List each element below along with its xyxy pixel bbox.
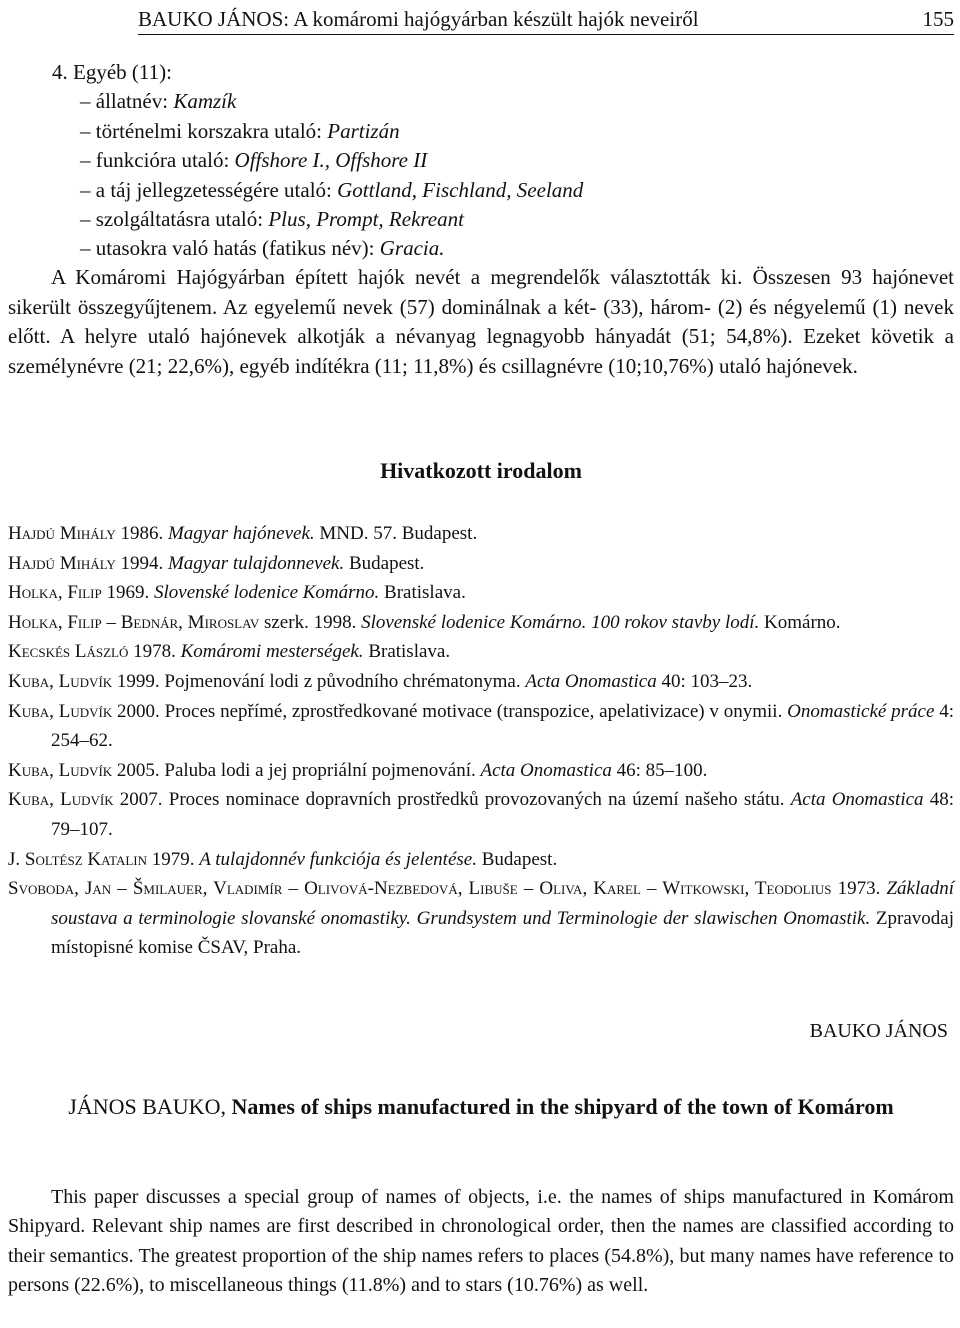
- list-item: [52, 176, 954, 205]
- list-item-value: Offshore I., Offshore II: [234, 148, 428, 173]
- reference-rest: 46: 85–100.: [611, 759, 708, 781]
- reference-author: Hajdú Mihály: [8, 523, 116, 544]
- reference-year: 2005.: [112, 759, 165, 781]
- reference-entry: [8, 578, 954, 608]
- reference-author: Kuba, Ludvík: [8, 789, 114, 811]
- reference-author: Kuba, Ludvík: [8, 670, 113, 692]
- reference-author: Svoboda, Jan – Šmilauer, Vladimír – Olivová-Nezbedová, Libuše – Oliva, Karel – Witkowski, Teodolius: [8, 878, 832, 900]
- reference-rest: Zpravodaj místopisné komise ČSAV, Praha.: [51, 907, 955, 959]
- reference-year: 1986.: [115, 523, 168, 544]
- list-item: [52, 234, 954, 263]
- reference-plain: Proces nepřímé, zprostředkované motivace (transpozice, apelativizace) v onymii.: [164, 700, 788, 722]
- reference-rest: Bratislava.: [379, 582, 466, 604]
- reference-title: Acta Onomastica: [790, 789, 924, 811]
- reference-title: Základní soustava a terminologie slovanské onomastiky. Grundsystem und Terminologie der slawischen Onomastik.: [51, 878, 954, 929]
- reference-year: 2000.: [112, 700, 165, 722]
- running-head-title: [138, 4, 699, 34]
- reference-author: Holka, Filip – Bednár, Miroslav: [8, 611, 260, 633]
- reference-year: 1969.: [101, 582, 154, 604]
- reference-author: Kecskés László: [8, 641, 129, 663]
- english-title: [68, 1092, 894, 1122]
- reference-author: Kuba, Ludvík: [8, 759, 113, 781]
- reference-rest: Bratislava.: [363, 641, 451, 663]
- author-signature: BAUKO JÁNOS: [809, 1020, 948, 1042]
- list-item-value: Plus, Prompt, Rekreant: [268, 207, 464, 232]
- reference-year: 1994.: [115, 552, 168, 574]
- list-item: [52, 205, 954, 234]
- page-number: 155: [922, 7, 954, 31]
- reference-year: 2007.: [113, 789, 169, 811]
- reference-plain: Proces nominace dopravních prostředků provozovaných na území našeho státu.: [168, 789, 791, 811]
- reference-entry: [8, 637, 954, 667]
- list-item: [52, 146, 954, 175]
- english-title-text: Names of ships manufactured in the shipyard of the town of Komárom: [231, 1094, 894, 1119]
- reference-entry: [8, 756, 954, 786]
- list-item-label: – szolgáltatásra utaló:: [80, 207, 269, 232]
- reference-entry: [8, 608, 954, 638]
- category-list: [52, 58, 954, 264]
- reference-rest: Budapest.: [476, 848, 558, 870]
- running-head-separator: :: [283, 7, 294, 31]
- list-item-label: – történelmi korszakra utaló:: [80, 118, 328, 143]
- list-item-value: Partizán: [327, 118, 400, 143]
- reference-title: Slovenské lodenice Komárno.: [153, 582, 380, 604]
- reference-rest: Komárno.: [759, 611, 841, 633]
- running-head-text: A komáromi hajógyárban készült hajók neveiről: [293, 7, 699, 31]
- reference-rest: 4: 254–62.: [51, 700, 955, 752]
- list-item-label: – funkcióra utaló:: [80, 148, 235, 173]
- reference-author: Hajdú Mihály: [8, 552, 116, 574]
- reference-rest: MND. 57. Budapest.: [314, 523, 478, 544]
- running-head-author: BAUKO JÁNOS: [138, 7, 284, 31]
- list-item-label: – a táj jellegzetességére utaló:: [80, 177, 338, 202]
- references-list: [8, 519, 954, 963]
- reference-title: Onomastické práce: [787, 700, 935, 722]
- reference-entry: [8, 549, 954, 579]
- english-author: JÁNOS BAUKO,: [68, 1094, 232, 1119]
- reference-title: Magyar hajónevek.: [167, 523, 315, 544]
- reference-title: A tulajdonnév funkciója és jelentése.: [199, 848, 477, 870]
- reference-year: 1979.: [147, 848, 200, 870]
- reference-title: Magyar tulajdonnevek.: [167, 552, 345, 574]
- list-item: [52, 117, 954, 146]
- list-heading: 4. Egyéb (11):: [52, 60, 172, 84]
- reference-author: Kuba, Ludvík: [8, 700, 113, 722]
- reference-entry: [8, 667, 954, 697]
- reference-title: Komáromi mesterségek.: [180, 641, 364, 663]
- reference-title: Slovenské lodenice Komárno. 100 rokov stavby lodí.: [361, 611, 760, 633]
- reference-entry: [8, 845, 954, 875]
- running-head: [138, 4, 954, 35]
- reference-year: 1973.: [831, 878, 887, 900]
- list-item-label: – állatnév:: [80, 89, 174, 114]
- list-item-value: Gracia.: [379, 236, 445, 261]
- references-heading: Hivatkozott irodalom: [380, 458, 582, 483]
- reference-title: Acta Onomastica: [525, 670, 657, 692]
- reference-entry: [8, 697, 954, 756]
- reference-entry: [8, 519, 954, 549]
- reference-title: Acta Onomastica: [480, 759, 612, 781]
- reference-rest: 40: 103–23.: [656, 670, 753, 692]
- reference-rest: 48: 79–107.: [51, 789, 955, 840]
- english-abstract: This paper discusses a special group of names of objects, i.e. the names of ships manufactured in Komárom Shipyard. Relevant ship names are first described in chronological order, then the names are classified according to their semantics. The greatest proportion of the ship names refers to places (54.8%), but many names have reference to persons (22.6%), to miscellaneous things (11.8%) and to stars (10.76%) as well.: [8, 1186, 954, 1297]
- reference-rest: Budapest.: [344, 552, 425, 574]
- reference-author: J. Soltész Katalin: [8, 848, 148, 870]
- body-paragraph: A Komáromi Hajógyárban épített hajók nevét a megrendelők választották ki. Összesen 93 hajónevet sikerült összegyűjtenem. Az egyelemű nevek (57) dominálnak a két- (33), három- (2) és négyelemű (1) nevek előtt. A helyre utaló hajónevek alkotják a névanyag legnagyobb hányadát (51; 54,8%). Ezeket követik a személynévre (21; 22,6%), egyéb indítékra (11; 11,8%) és csillagnévre (10;10,76%) utaló hajónevek.: [8, 265, 954, 378]
- reference-entry: [8, 785, 954, 844]
- reference-year: 1978.: [128, 641, 181, 663]
- list-item-value: Kamzík: [173, 89, 237, 114]
- list-item-label: – utasokra való hatás (fatikus név):: [80, 236, 380, 261]
- reference-year: 1999.: [112, 670, 165, 692]
- reference-plain: Pojmenování lodi z původního chrématonyma.: [164, 670, 526, 692]
- reference-year: szerk. 1998.: [259, 611, 362, 633]
- list-item: [52, 87, 954, 116]
- reference-plain: Paluba lodi a jej propriální pojmenování.: [164, 759, 481, 781]
- reference-author: Holka, Filip: [8, 582, 102, 604]
- reference-entry: [8, 874, 954, 963]
- list-item-value: Gottland, Fischland, Seeland: [337, 177, 584, 202]
